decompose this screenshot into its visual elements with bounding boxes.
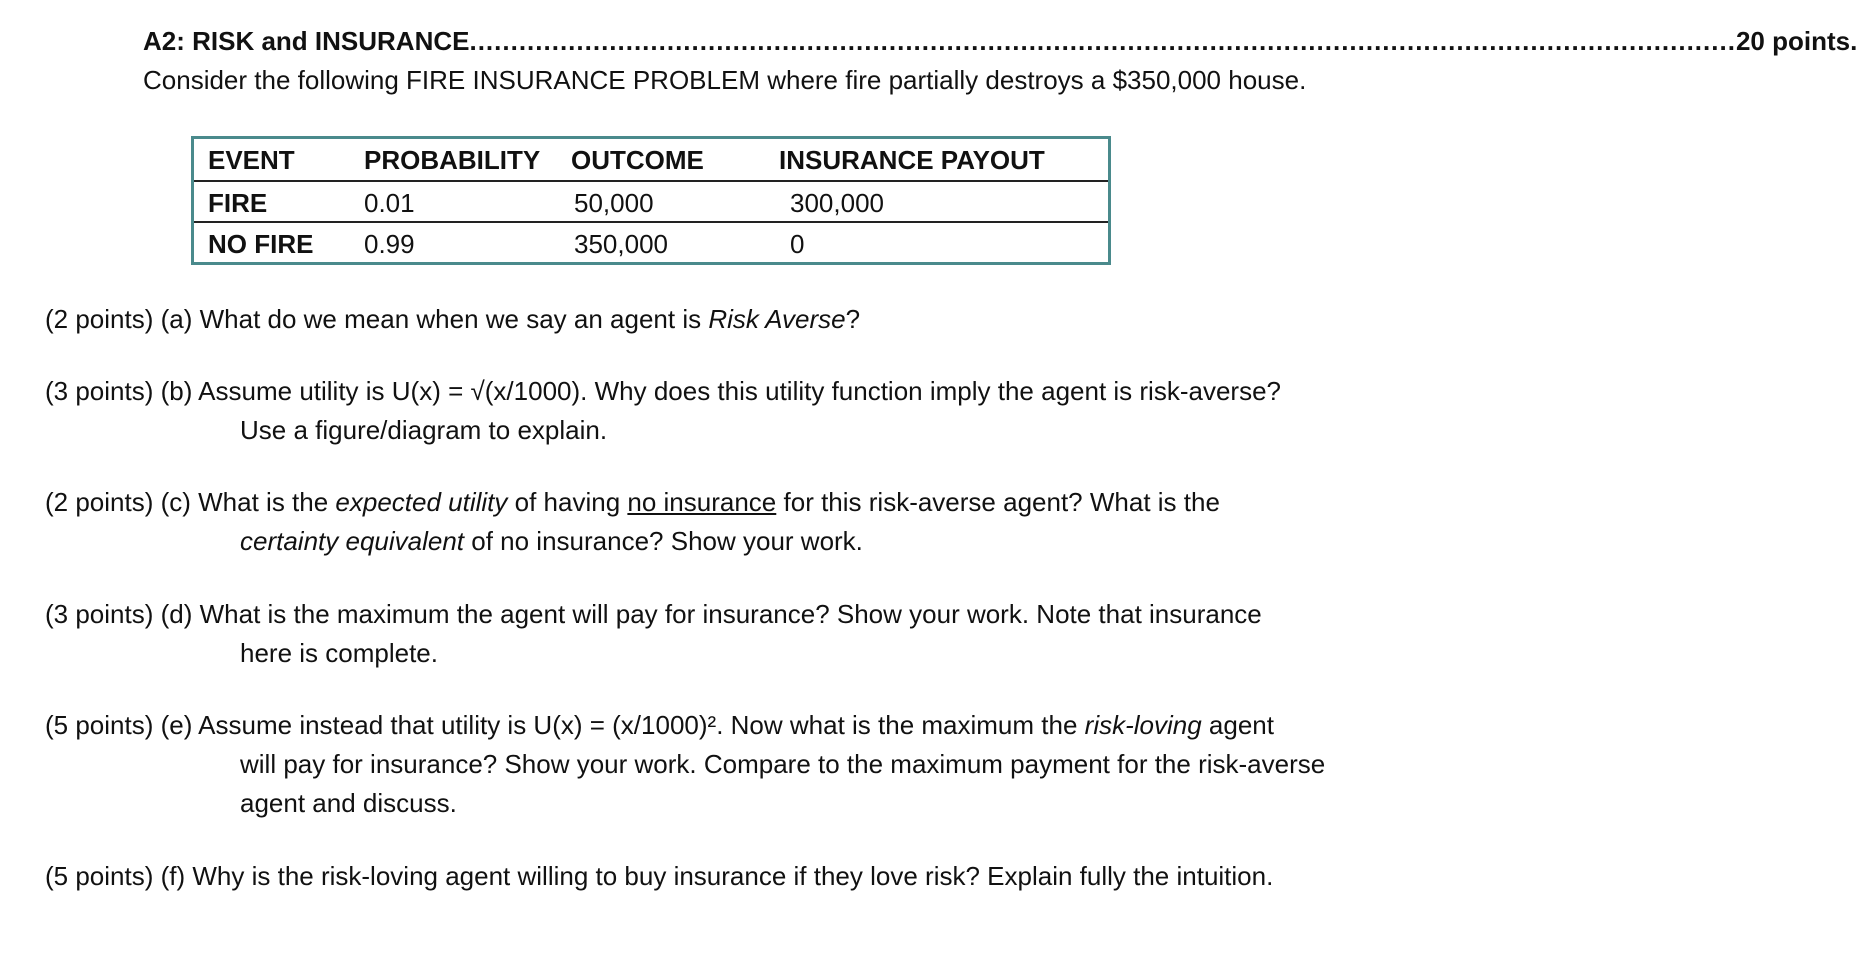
question-a-suffix: ?: [845, 304, 861, 334]
question-d-line-1: (3 points) (d) What is the maximum the agent will pay for insurance? Show your work. Note that insurance: [45, 599, 1262, 629]
row-event: NO FIRE: [208, 229, 314, 259]
header-event: EVENT: [208, 145, 295, 175]
question-d: [45, 595, 1262, 673]
question-c-underline-no-insurance: no insurance: [627, 487, 777, 517]
question-e-line-3: agent and discuss.: [240, 788, 457, 818]
question-a-text: (2 points) (a) What do we mean when we say an agent is: [45, 304, 709, 334]
question-f-line-1: (5 points) (f) Why is the risk-loving agent willing to buy insurance if they love risk? Explain fully the intuition.: [45, 861, 1274, 891]
row-outcome: 50,000: [574, 188, 654, 218]
question-c-emphasis-certainty-equivalent: certainty equivalent: [240, 526, 465, 556]
question-b-line-2: Use a figure/diagram to explain.: [240, 415, 608, 445]
row-probability: 0.01: [364, 188, 415, 218]
question-c-text-3: for this risk-averse agent? What is the: [776, 487, 1220, 517]
fire-insurance-table: [191, 136, 1111, 265]
problem-header: [143, 24, 1857, 97]
problem-intro: Consider the following FIRE INSURANCE PROBLEM where fire partially destroys a $350,000 house.: [143, 65, 1307, 95]
question-a: [45, 300, 860, 339]
title-leader-dots: ..........................................................................................................................................................: [469, 26, 1736, 56]
question-e: [45, 706, 1325, 823]
question-e-text-2: agent: [1201, 710, 1274, 740]
header-probability: PROBABILITY: [364, 145, 541, 175]
question-e-line-2: will pay for insurance? Show your work. Compare to the maximum payment for the risk-averse: [240, 749, 1326, 779]
question-b: [45, 372, 1281, 450]
row-outcome: 350,000: [574, 229, 668, 259]
table-row: [194, 180, 1108, 221]
table-header-row: [194, 139, 1108, 180]
question-a-emphasis: Risk Averse: [708, 304, 846, 334]
question-e-emphasis-risk-loving: risk-loving: [1084, 710, 1202, 740]
header-outcome: OUTCOME: [571, 145, 704, 175]
question-c: [45, 483, 1220, 561]
row-payout: 0: [790, 229, 805, 259]
question-c-text-1: (2 points) (c) What is the: [45, 487, 336, 517]
question-c-emphasis-expected-utility: expected utility: [335, 487, 508, 517]
problem-title: A2: RISK and INSURANCE: [143, 26, 470, 56]
problem-points: 20 points.: [1735, 26, 1857, 56]
question-f: [45, 857, 1273, 896]
header-insurance-payout: INSURANCE PAYOUT: [779, 145, 1045, 175]
row-payout: 300,000: [790, 188, 884, 218]
row-probability: 0.99: [364, 229, 415, 259]
row-event: FIRE: [208, 188, 268, 218]
question-c-text-4: of no insurance? Show your work.: [464, 526, 863, 556]
question-b-line-1: (3 points) (b) Assume utility is U(x) = √(x/1000). Why does this utility function imply the agent is risk-averse?: [45, 376, 1281, 406]
question-c-text-2: of having: [507, 487, 628, 517]
problem-title-line: [143, 24, 1857, 58]
question-e-text-1: (5 points) (e) Assume instead that utility is U(x) = (x/1000)². Now what is the maximum the: [45, 710, 1085, 740]
table-row: [194, 221, 1108, 262]
question-d-line-2: here is complete.: [240, 638, 438, 668]
